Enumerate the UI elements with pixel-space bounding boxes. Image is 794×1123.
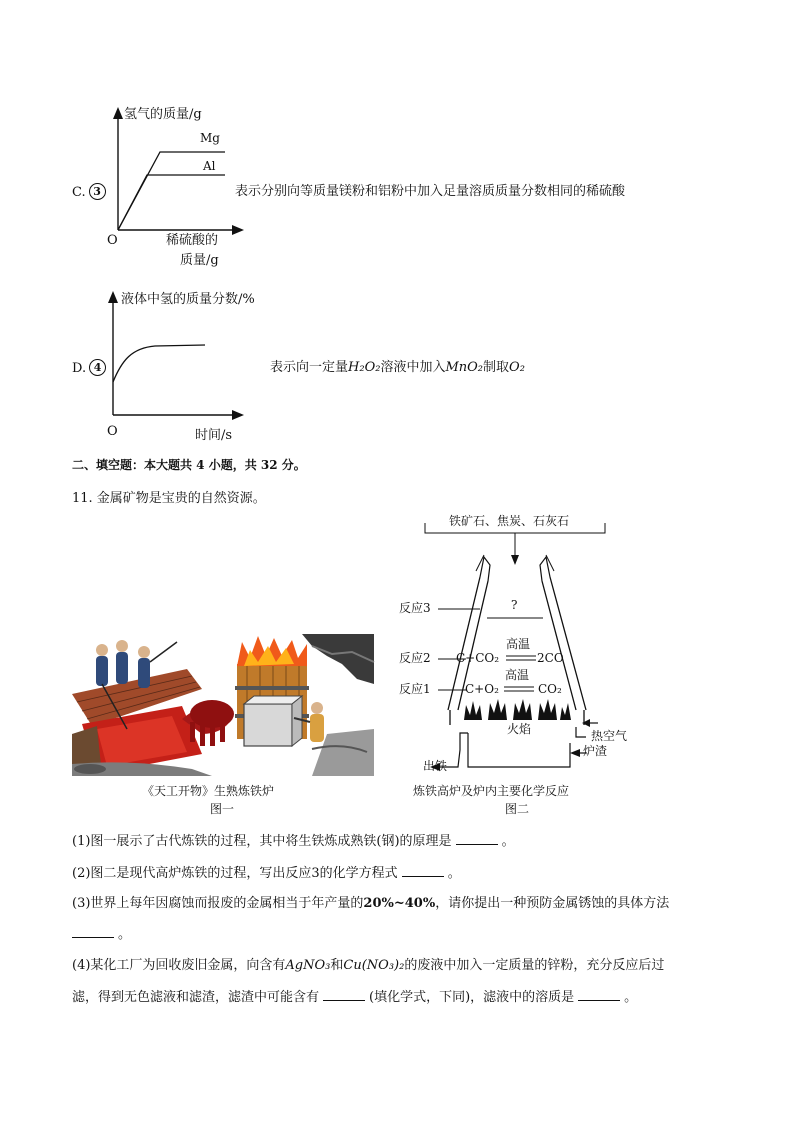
section-2-title: 二、填空题：本大题共 4 小题，共 32 分。 (72, 458, 306, 472)
option-c-description: 表示分别向等质量镁粉和铝粉中加入足量溶质质量分数相同的稀硫酸 (235, 184, 626, 199)
reaction-3-label: 反应3 (399, 601, 431, 615)
figure-2-label: 图二 (505, 802, 530, 816)
flame-icons (464, 699, 571, 720)
option-d-xlabel: 时间/s (195, 428, 233, 443)
option-c-label: C. 3 (72, 183, 106, 201)
slag-label: 炉渣 (583, 744, 608, 758)
figure-1-label: 图一 (210, 802, 235, 816)
option-c-ylabel: 氢气的质量/g (124, 107, 202, 122)
reaction-1-reactants: C+O₂ (465, 682, 499, 696)
reaction-2-label: 反应2 (399, 651, 431, 665)
question-11-part-3: (3)世界上每年因腐蚀而报废的金属相当于年产量的20%~40%，请你提出一种预防金属锈蚀的具体方法 (72, 896, 670, 911)
reaction-1-condition: 高温 (505, 668, 530, 682)
option-d-description: 表示向一定量H₂O₂溶液中加入MnO₂制取O₂ (270, 360, 525, 375)
question-11-part-4: (4)某化工厂为回收废旧金属，向含有AgNO₃和Cu(NO₃)₂的废液中加入一定质量的锌粉，充分反应后过 (72, 958, 665, 973)
iron-out-label: 出铁 (423, 759, 448, 773)
figure-1-illustration (72, 634, 374, 776)
reaction-2-condition: 高温 (506, 637, 531, 651)
reaction-2-product: 2CO (537, 651, 564, 665)
answer-blank[interactable] (578, 988, 620, 1001)
reaction-1-label: 反应1 (399, 682, 431, 696)
reaction-3-unknown: ? (511, 598, 518, 612)
option-c-xlabel-2: 质量/g (180, 253, 219, 268)
answer-blank[interactable] (402, 864, 444, 877)
question-11-part-3-cont: 。 (72, 925, 131, 943)
y-axis-arrow (108, 291, 118, 303)
series-mg-label: Mg (200, 131, 220, 145)
hot-air-label: 热空气 (591, 729, 628, 743)
reaction-2-reactants: C+CO₂ (456, 651, 500, 665)
figure-1-caption: 《天工开物》生熟炼铁炉 (142, 784, 275, 798)
option-c-xlabel-1: 稀硫酸的 (166, 233, 219, 248)
reaction-1-product: CO₂ (538, 682, 562, 696)
answer-blank[interactable] (323, 988, 365, 1001)
option-d-graph (0, 0, 794, 450)
series-al-label: Al (203, 159, 216, 173)
question-11-part-2: (2)图二是现代高炉炼铁的过程，写出反应3的化学方程式 。 (72, 866, 461, 881)
figure-2-caption: 炼铁高炉及炉内主要化学反应 (413, 784, 570, 798)
option-d-ylabel: 液体中氢的质量分数/% (121, 292, 255, 307)
option-c-number: 3 (89, 183, 106, 200)
answer-blank[interactable] (72, 925, 114, 938)
hydrogen-fraction-curve (113, 345, 205, 382)
option-d-label: D. 4 (72, 359, 106, 377)
option-c-origin: O (107, 233, 118, 248)
question-11-part-1: (1)图一展示了古代炼铁的过程，其中将生铁炼成熟铁(钢)的原理是 。 (72, 834, 515, 849)
flame-label: 火焰 (507, 722, 532, 736)
option-d-origin: O (107, 424, 118, 439)
question-11-stem: 11. 金属矿物是宝贵的自然资源。 (72, 491, 266, 506)
option-d-number: 4 (89, 359, 106, 376)
question-11-part-4-cont: 滤，得到无色滤液和滤渣，滤渣中可能含有 (填化学式，下同)，滤液中的溶质是 。 (72, 990, 638, 1005)
furnace-feed-label: 铁矿石、焦炭、石灰石 (449, 514, 570, 528)
answer-blank[interactable] (456, 832, 498, 845)
x-axis-arrow (232, 410, 244, 420)
